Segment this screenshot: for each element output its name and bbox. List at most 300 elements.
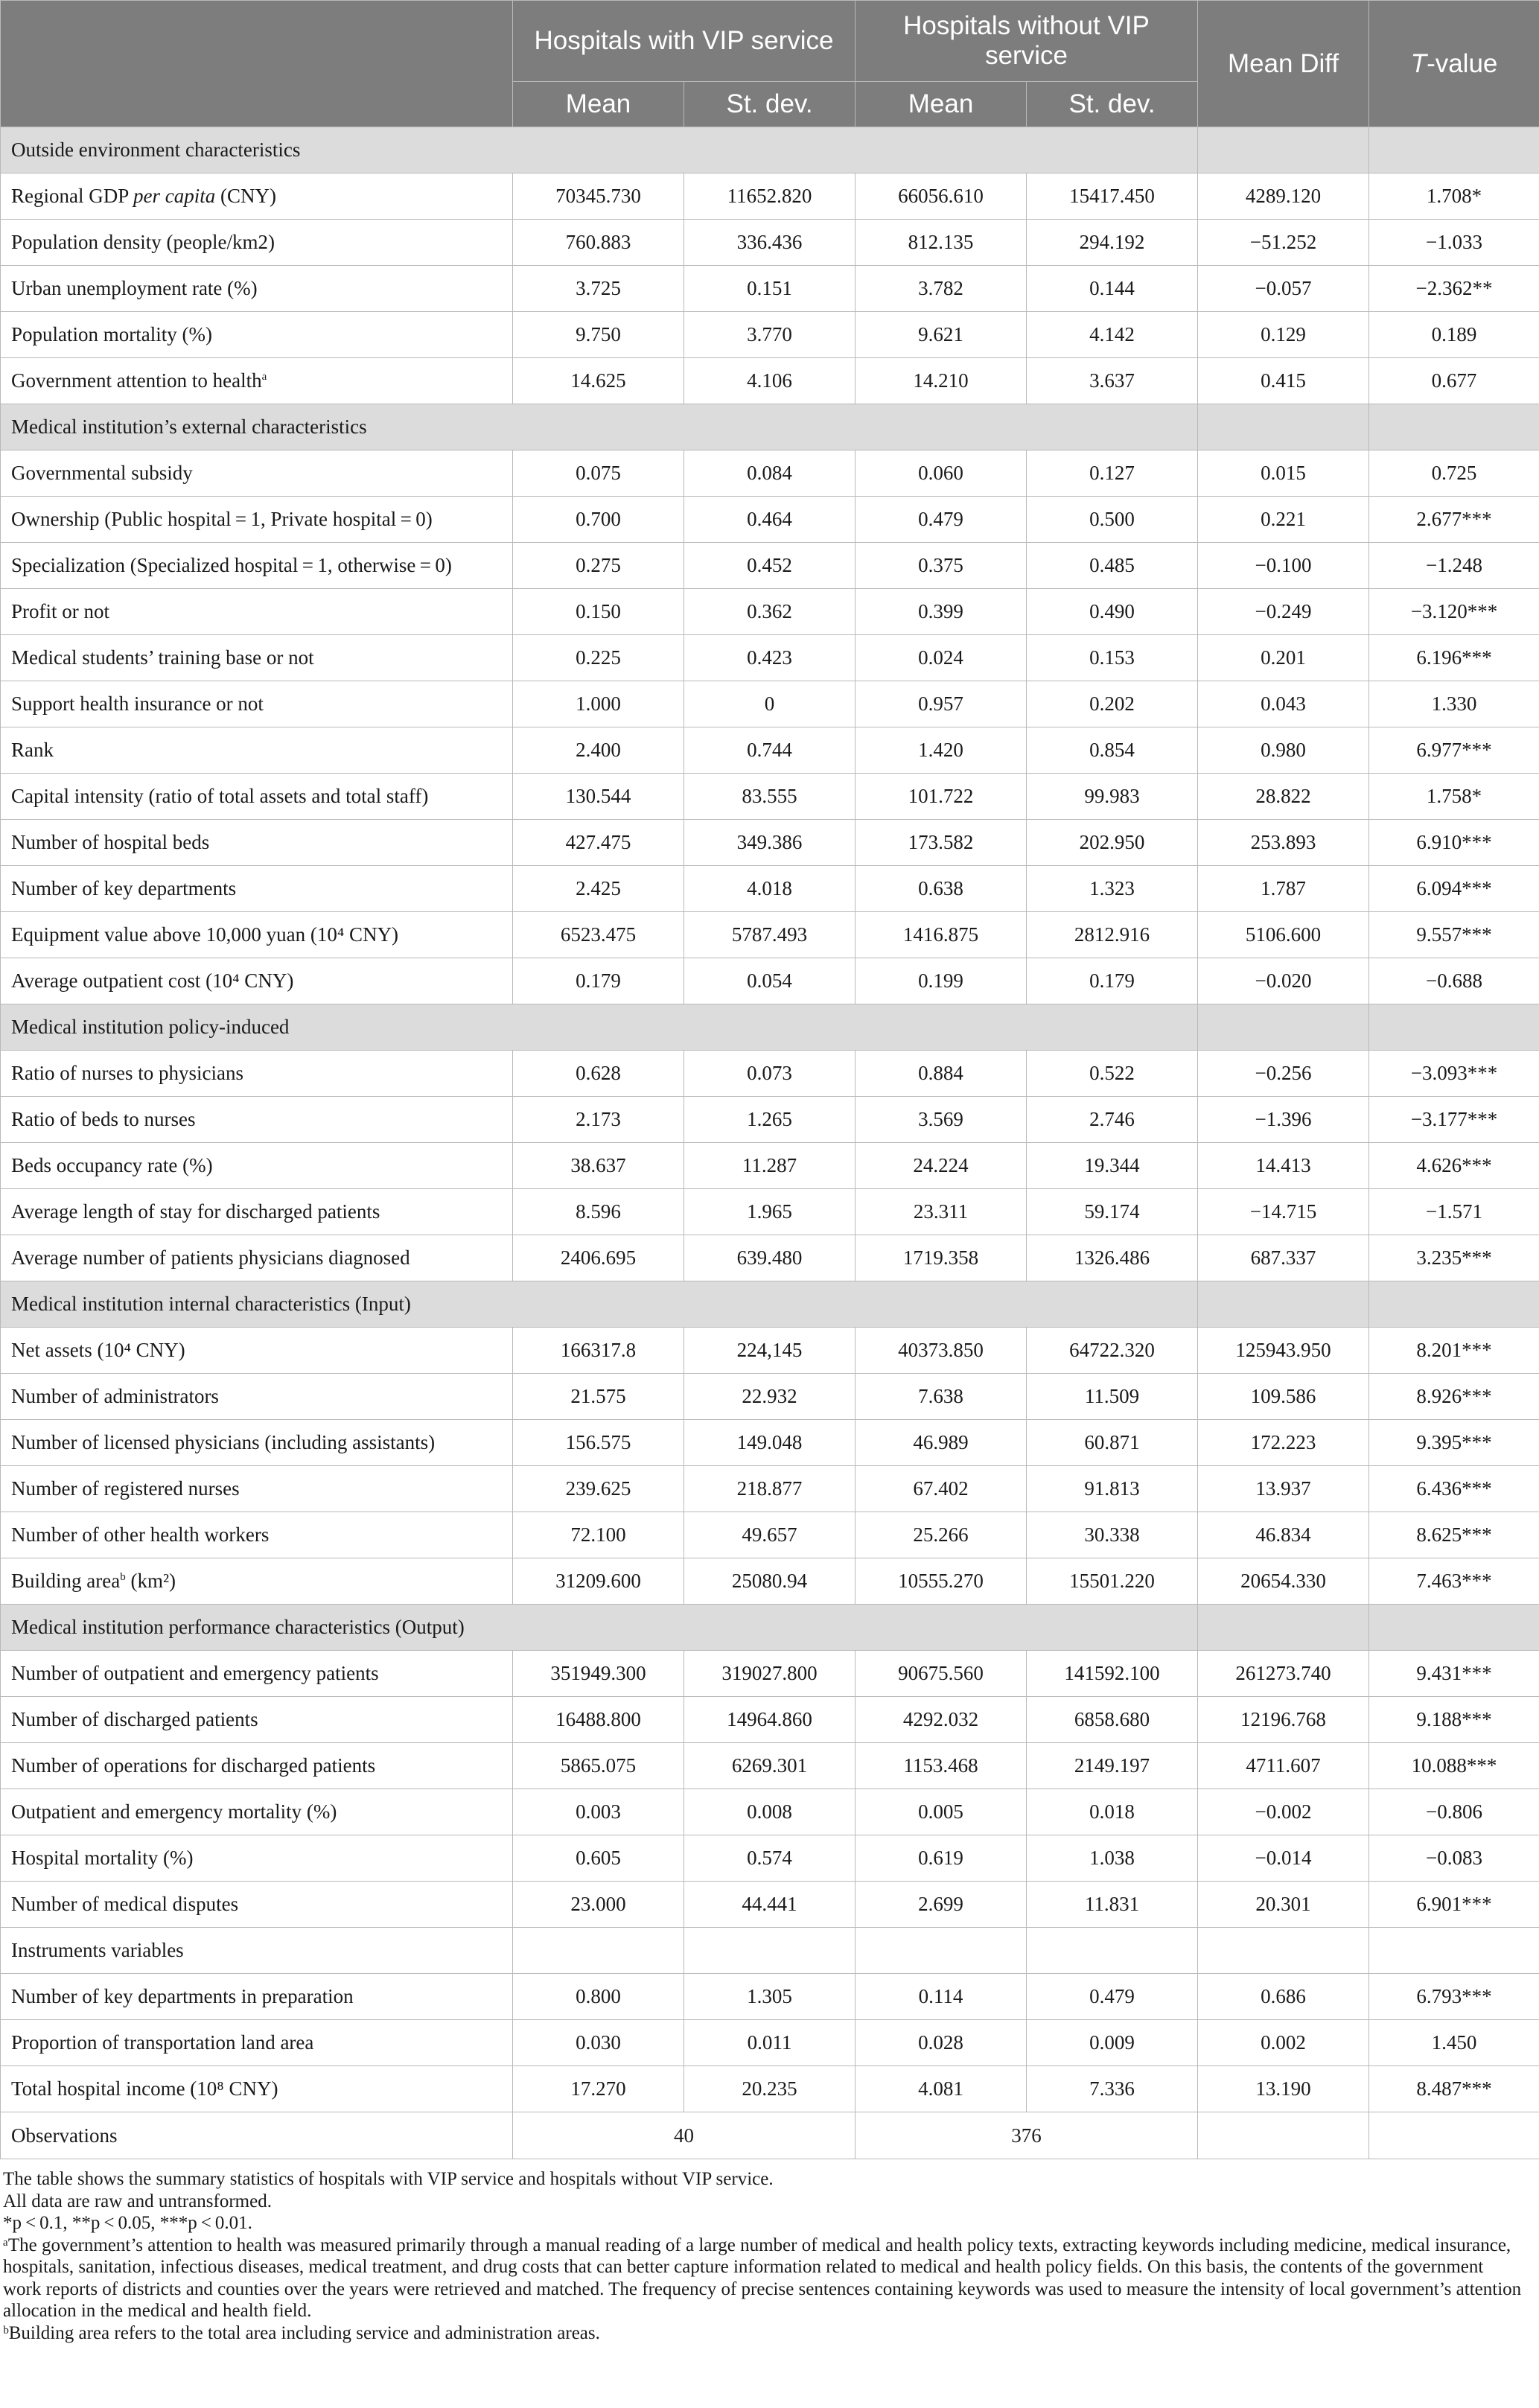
table-row	[1, 173, 1539, 220]
cell-mean-without: 9.621	[855, 312, 1027, 358]
section-cell-t-value	[1369, 1281, 1539, 1328]
header-t-value	[1369, 1, 1539, 127]
cell-stdev-with: 3.770	[684, 312, 855, 358]
cell-stdev-with: 0.362	[684, 589, 855, 635]
section-cell-t-value	[1369, 1004, 1539, 1051]
cell-stdev-without: 1.038	[1027, 1835, 1198, 1882]
cell-stdev-without: 2812.916	[1027, 912, 1198, 958]
cell-mean-diff: 0.221	[1198, 497, 1369, 543]
cell-mean-with: 166317.8	[513, 1328, 684, 1374]
table-row	[1, 312, 1539, 358]
table-row	[1, 2020, 1539, 2066]
cell-mean-without: 0.884	[855, 1051, 1027, 1097]
cell-mean-diff: 261273.740	[1198, 1651, 1369, 1697]
cell-t-value: 8.201***	[1369, 1328, 1539, 1374]
cell-t-value: 3.235***	[1369, 1235, 1539, 1281]
cell-stdev-without: 0.854	[1027, 727, 1198, 774]
cell-mean-without: 23.311	[855, 1189, 1027, 1235]
observations-with: 40	[513, 2112, 855, 2159]
cell-stdev-without: 0.127	[1027, 450, 1198, 497]
cell-stdev-without: 0.009	[1027, 2020, 1198, 2066]
cell-stdev-without: 0.144	[1027, 266, 1198, 312]
cell-mean-with: 0.075	[513, 450, 684, 497]
cell-t-value: −2.362**	[1369, 266, 1539, 312]
cell-stdev-with: 639.480	[684, 1235, 855, 1281]
cell-stdev-with: 0	[684, 681, 855, 727]
header-t-letter: T	[1410, 48, 1427, 78]
cell-mean-diff: −0.014	[1198, 1835, 1369, 1882]
cell-mean-without: 0.005	[855, 1789, 1027, 1835]
cell-mean-with: 21.575	[513, 1374, 684, 1420]
table-row	[1, 866, 1539, 912]
footnote-line-4: ᵃThe government’s attention to health was measured primarily through a manual reading of a large number of medical and health policy texts, extracting keywords including medicine, medical insurance, hospitals, sanitation, infectious diseases, medical treatment, and drug costs that can better capture information related to medical and health policy fields. On this basis, the contents of the government work reports of districts and counties over the years were retrieved and matched. The frequency of precise sentences containing keywords was used to measure the intensity of local government’s attention allocation in the medical and health field.	[3, 2235, 1522, 2321]
row-label: Ownership (Public hospital = 1, Private hospital = 0)	[1, 497, 513, 543]
cell-mean-with: 2.173	[513, 1097, 684, 1143]
cell-mean-with: 156.575	[513, 1420, 684, 1466]
table-row	[1, 1835, 1539, 1882]
row-label: Number of outpatient and emergency patients	[1, 1651, 513, 1697]
cell-mean-without: 2.699	[855, 1882, 1027, 1928]
cell-mean-with: 14.625	[513, 358, 684, 404]
row-label: Support health insurance or not	[1, 681, 513, 727]
table-row	[1, 543, 1539, 589]
cell-mean-with: 2406.695	[513, 1235, 684, 1281]
cell-t-value: 9.188***	[1369, 1697, 1539, 1743]
cell-mean-with: 31209.600	[513, 1558, 684, 1605]
cell-mean-diff: 13.190	[1198, 2066, 1369, 2112]
cell-stdev-with: 0.423	[684, 635, 855, 681]
section-cell-t-value	[1369, 1605, 1539, 1651]
table-row	[1, 1466, 1539, 1512]
cell-stdev-with: 6269.301	[684, 1743, 855, 1789]
row-label: Number of key departments	[1, 866, 513, 912]
table-header	[1, 1, 1539, 127]
cell-t-value: 6.977***	[1369, 727, 1539, 774]
cell-mean-diff: 46.834	[1198, 1512, 1369, 1558]
footnote-line-2: All data are raw and untransformed.	[3, 2191, 272, 2211]
row-label: Regional GDP per capita (CNY)	[1, 173, 513, 220]
cell-stdev-with: 25080.94	[684, 1558, 855, 1605]
section-label: Medical institution performance characteristics (Output)	[1, 1605, 1198, 1651]
footnote-marker: a	[261, 371, 267, 383]
cell-mean-without: 46.989	[855, 1420, 1027, 1466]
table-row	[1, 497, 1539, 543]
cell-stdev-with: 44.441	[684, 1882, 855, 1928]
footnote-line-5: ᵇBuilding area refers to the total area including service and administration areas.	[3, 2322, 600, 2343]
row-label: Rank	[1, 727, 513, 774]
cell-t-value: −1.571	[1369, 1189, 1539, 1235]
table-row	[1, 266, 1539, 312]
cell-t-value: −0.083	[1369, 1835, 1539, 1882]
cell-stdev-without: 0.202	[1027, 681, 1198, 727]
cell-stdev-without: 11.831	[1027, 1882, 1198, 1928]
row-label: Number of licensed physicians (including assistants)	[1, 1420, 513, 1466]
cell-mean-with: 3.725	[513, 266, 684, 312]
table-row	[1, 2066, 1539, 2112]
cell-mean-diff: −0.100	[1198, 543, 1369, 589]
cell-t-value: 0.725	[1369, 450, 1539, 497]
cell-stdev-with: 0.744	[684, 727, 855, 774]
cell-mean-with: 23.000	[513, 1882, 684, 1928]
cell-stdev-without: 60.871	[1027, 1420, 1198, 1466]
table-row	[1, 1420, 1539, 1466]
cell-t-value: 8.926***	[1369, 1374, 1539, 1420]
cell-mean-without: 4.081	[855, 2066, 1027, 2112]
cell-mean-without: 0.638	[855, 866, 1027, 912]
table-row	[1, 1697, 1539, 1743]
cell-mean-without: 0.375	[855, 543, 1027, 589]
cell-mean-with: 1.000	[513, 681, 684, 727]
row-label: Instruments variables	[1, 1928, 513, 1974]
cell-stdev-with	[684, 1928, 855, 1974]
cell-stdev-with: 0.452	[684, 543, 855, 589]
cell-stdev-without: 1.323	[1027, 866, 1198, 912]
cell-mean-without: 0.028	[855, 2020, 1027, 2066]
cell-mean-with: 0.628	[513, 1051, 684, 1097]
observations-row	[1, 2112, 1539, 2159]
table-row	[1, 1051, 1539, 1097]
cell-stdev-with: 1.305	[684, 1974, 855, 2020]
row-label: Governmental subsidy	[1, 450, 513, 497]
observations-empty	[1198, 2112, 1369, 2159]
row-label: Government attention to health$^a$	[1, 358, 513, 404]
cell-mean-with: 2.400	[513, 727, 684, 774]
cell-mean-without: 10555.270	[855, 1558, 1027, 1605]
cell-stdev-without: 1326.486	[1027, 1235, 1198, 1281]
cell-t-value: −3.177***	[1369, 1097, 1539, 1143]
cell-mean-diff: 20654.330	[1198, 1558, 1369, 1605]
section-cell-mean-diff	[1198, 1004, 1369, 1051]
cell-t-value: −0.806	[1369, 1789, 1539, 1835]
cell-t-value: 9.431***	[1369, 1651, 1539, 1697]
cell-t-value: 6.196***	[1369, 635, 1539, 681]
cell-mean-without: 0.619	[855, 1835, 1027, 1882]
cell-t-value: −1.033	[1369, 220, 1539, 266]
row-label: Ratio of nurses to physicians	[1, 1051, 513, 1097]
cell-mean-without: 24.224	[855, 1143, 1027, 1189]
section-label: Medical institution internal characteristics (Input)	[1, 1281, 1198, 1328]
cell-stdev-without: 0.522	[1027, 1051, 1198, 1097]
cell-stdev-without: 19.344	[1027, 1143, 1198, 1189]
cell-t-value: 1.708*	[1369, 173, 1539, 220]
cell-stdev-with: 0.574	[684, 1835, 855, 1882]
header-stdev-with: St. dev.	[684, 82, 855, 127]
header-t-suffix: -value	[1427, 48, 1498, 78]
cell-t-value: −1.248	[1369, 543, 1539, 589]
cell-stdev-without: 30.338	[1027, 1512, 1198, 1558]
section-label: Outside environment characteristics	[1, 127, 1198, 173]
table-row	[1, 1235, 1539, 1281]
cell-mean-with: 17.270	[513, 2066, 684, 2112]
cell-mean-diff: 4711.607	[1198, 1743, 1369, 1789]
observations-empty	[1369, 2112, 1539, 2159]
table-row	[1, 1928, 1539, 1974]
cell-stdev-without: 7.336	[1027, 2066, 1198, 2112]
cell-mean-without: 1153.468	[855, 1743, 1027, 1789]
cell-mean-with: 760.883	[513, 220, 684, 266]
section-cell-mean-diff	[1198, 127, 1369, 173]
table-row	[1, 1974, 1539, 2020]
cell-t-value: 9.395***	[1369, 1420, 1539, 1466]
cell-stdev-without: 0.179	[1027, 958, 1198, 1004]
cell-mean-diff: 5106.600	[1198, 912, 1369, 958]
row-label: Profit or not	[1, 589, 513, 635]
cell-t-value: 2.677***	[1369, 497, 1539, 543]
cell-mean-diff: −51.252	[1198, 220, 1369, 266]
cell-mean-without: 3.569	[855, 1097, 1027, 1143]
cell-stdev-with: 218.877	[684, 1466, 855, 1512]
cell-stdev-without: 11.509	[1027, 1374, 1198, 1420]
table-row	[1, 450, 1539, 497]
row-label: Building area$^b$ (km²)	[1, 1558, 513, 1605]
cell-t-value: 10.088***	[1369, 1743, 1539, 1789]
cell-mean-without: 25.266	[855, 1512, 1027, 1558]
cell-stdev-without: 202.950	[1027, 820, 1198, 866]
cell-stdev-with: 20.235	[684, 2066, 855, 2112]
cell-stdev-with: 11652.820	[684, 173, 855, 220]
table-body	[1, 127, 1539, 2159]
cell-stdev-without: 141592.100	[1027, 1651, 1198, 1697]
cell-stdev-without: 0.479	[1027, 1974, 1198, 2020]
table-row	[1, 358, 1539, 404]
header-group-without-vip: Hospitals without VIP service	[855, 1, 1198, 82]
cell-t-value: −3.120***	[1369, 589, 1539, 635]
cell-t-value: 6.793***	[1369, 1974, 1539, 2020]
row-label: Number of operations for discharged patients	[1, 1743, 513, 1789]
cell-mean-diff: 20.301	[1198, 1882, 1369, 1928]
cell-mean-diff: 0.415	[1198, 358, 1369, 404]
cell-stdev-without: 6858.680	[1027, 1697, 1198, 1743]
cell-t-value: 6.910***	[1369, 820, 1539, 866]
row-label: Number of other health workers	[1, 1512, 513, 1558]
cell-stdev-with: 4.018	[684, 866, 855, 912]
cell-mean-with	[513, 1928, 684, 1974]
header-mean-without: Mean	[855, 82, 1027, 127]
table-row	[1, 912, 1539, 958]
cell-mean-without: 0.399	[855, 589, 1027, 635]
observations-label: Observations	[1, 2112, 513, 2159]
cell-mean-without: 3.782	[855, 266, 1027, 312]
cell-mean-with: 427.475	[513, 820, 684, 866]
cell-t-value	[1369, 1928, 1539, 1974]
cell-stdev-with: 22.932	[684, 1374, 855, 1420]
cell-stdev-with: 11.287	[684, 1143, 855, 1189]
row-label-italic: per capita	[133, 185, 216, 207]
cell-stdev-without: 64722.320	[1027, 1328, 1198, 1374]
cell-stdev-with: 0.008	[684, 1789, 855, 1835]
section-row	[1, 1605, 1539, 1651]
table-row	[1, 1374, 1539, 1420]
cell-mean-with: 0.275	[513, 543, 684, 589]
row-label: Medical students’ training base or not	[1, 635, 513, 681]
cell-mean-diff: −0.256	[1198, 1051, 1369, 1097]
cell-t-value: 6.094***	[1369, 866, 1539, 912]
row-label: Number of hospital beds	[1, 820, 513, 866]
cell-mean-with: 16488.800	[513, 1697, 684, 1743]
cell-mean-with: 5865.075	[513, 1743, 684, 1789]
cell-mean-diff: 0.129	[1198, 312, 1369, 358]
cell-mean-diff: 125943.950	[1198, 1328, 1369, 1374]
cell-mean-diff: −1.396	[1198, 1097, 1369, 1143]
cell-t-value: 6.436***	[1369, 1466, 1539, 1512]
row-label: Beds occupancy rate (%)	[1, 1143, 513, 1189]
row-label: Outpatient and emergency mortality (%)	[1, 1789, 513, 1835]
row-label: Average length of stay for discharged patients	[1, 1189, 513, 1235]
section-cell-t-value	[1369, 404, 1539, 450]
cell-stdev-without: 294.192	[1027, 220, 1198, 266]
cell-stdev-with: 0.084	[684, 450, 855, 497]
cell-stdev-without: 0.490	[1027, 589, 1198, 635]
cell-mean-diff: −0.249	[1198, 589, 1369, 635]
cell-mean-with: 2.425	[513, 866, 684, 912]
cell-stdev-without	[1027, 1928, 1198, 1974]
table-row	[1, 1789, 1539, 1835]
cell-t-value: 8.625***	[1369, 1512, 1539, 1558]
table-row	[1, 1097, 1539, 1143]
cell-mean-with: 8.596	[513, 1189, 684, 1235]
cell-mean-diff: 172.223	[1198, 1420, 1369, 1466]
section-row	[1, 127, 1539, 173]
table-row	[1, 958, 1539, 1004]
cell-stdev-with: 149.048	[684, 1420, 855, 1466]
table-footnotes	[0, 2168, 1522, 2344]
cell-mean-without: 1.420	[855, 727, 1027, 774]
row-label: Average number of patients physicians diagnosed	[1, 1235, 513, 1281]
cell-stdev-with: 1.965	[684, 1189, 855, 1235]
cell-mean-diff: −0.002	[1198, 1789, 1369, 1835]
cell-stdev-without: 15417.450	[1027, 173, 1198, 220]
cell-mean-diff: 0.002	[1198, 2020, 1369, 2066]
cell-stdev-without: 3.637	[1027, 358, 1198, 404]
row-label: Number of registered nurses	[1, 1466, 513, 1512]
cell-stdev-with: 4.106	[684, 358, 855, 404]
cell-stdev-with: 0.054	[684, 958, 855, 1004]
cell-mean-without: 90675.560	[855, 1651, 1027, 1697]
cell-mean-diff: 13.937	[1198, 1466, 1369, 1512]
cell-mean-diff: 28.822	[1198, 774, 1369, 820]
cell-mean-without	[855, 1928, 1027, 1974]
cell-mean-with: 0.800	[513, 1974, 684, 2020]
row-label: Equipment value above 10,000 yuan (10⁴ CNY)	[1, 912, 513, 958]
table-row	[1, 727, 1539, 774]
cell-stdev-with: 319027.800	[684, 1651, 855, 1697]
cell-mean-with: 38.637	[513, 1143, 684, 1189]
cell-mean-with: 0.003	[513, 1789, 684, 1835]
row-label: Population density (people/km2)	[1, 220, 513, 266]
cell-stdev-with: 336.436	[684, 220, 855, 266]
row-label: Population mortality (%)	[1, 312, 513, 358]
cell-mean-without: 7.638	[855, 1374, 1027, 1420]
row-label: Number of administrators	[1, 1374, 513, 1420]
footnote-line-1: The table shows the summary statistics of hospitals with VIP service and hospitals without VIP service.	[3, 2169, 774, 2189]
table-row	[1, 1189, 1539, 1235]
cell-stdev-without: 2149.197	[1027, 1743, 1198, 1789]
cell-mean-without: 40373.850	[855, 1328, 1027, 1374]
row-label: Total hospital income (10⁸ CNY)	[1, 2066, 513, 2112]
cell-t-value: −0.688	[1369, 958, 1539, 1004]
cell-stdev-with: 0.151	[684, 266, 855, 312]
cell-stdev-without: 99.983	[1027, 774, 1198, 820]
cell-mean-with: 0.179	[513, 958, 684, 1004]
cell-mean-diff: 0.015	[1198, 450, 1369, 497]
cell-mean-diff: 0.686	[1198, 1974, 1369, 2020]
cell-mean-diff: 0.980	[1198, 727, 1369, 774]
cell-mean-with: 0.605	[513, 1835, 684, 1882]
cell-stdev-with: 49.657	[684, 1512, 855, 1558]
cell-stdev-with: 0.464	[684, 497, 855, 543]
cell-mean-without: 173.582	[855, 820, 1027, 866]
header-group-with-vip: Hospitals with VIP service	[513, 1, 855, 82]
cell-mean-without: 0.479	[855, 497, 1027, 543]
cell-mean-diff: 0.201	[1198, 635, 1369, 681]
table-row	[1, 589, 1539, 635]
row-label: Ratio of beds to nurses	[1, 1097, 513, 1143]
cell-mean-diff: −0.020	[1198, 958, 1369, 1004]
row-label: Number of discharged patients	[1, 1697, 513, 1743]
cell-mean-with: 239.625	[513, 1466, 684, 1512]
cell-mean-without: 101.722	[855, 774, 1027, 820]
cell-mean-without: 0.199	[855, 958, 1027, 1004]
cell-mean-without: 4292.032	[855, 1697, 1027, 1743]
cell-mean-with: 130.544	[513, 774, 684, 820]
section-row	[1, 1281, 1539, 1328]
cell-stdev-with: 83.555	[684, 774, 855, 820]
table-row	[1, 635, 1539, 681]
row-label: Capital intensity (ratio of total assets and total staff)	[1, 774, 513, 820]
row-label: Net assets (10⁴ CNY)	[1, 1328, 513, 1374]
cell-t-value: 0.189	[1369, 312, 1539, 358]
cell-mean-diff: 253.893	[1198, 820, 1369, 866]
cell-t-value: 1.450	[1369, 2020, 1539, 2066]
section-cell-mean-diff	[1198, 1605, 1369, 1651]
cell-mean-without: 0.957	[855, 681, 1027, 727]
cell-mean-without: 66056.610	[855, 173, 1027, 220]
cell-t-value: 6.901***	[1369, 1882, 1539, 1928]
cell-mean-with: 9.750	[513, 312, 684, 358]
section-cell-t-value	[1369, 127, 1539, 173]
cell-mean-diff: 687.337	[1198, 1235, 1369, 1281]
cell-mean-with: 70345.730	[513, 173, 684, 220]
cell-stdev-without: 0.500	[1027, 497, 1198, 543]
table-row	[1, 1882, 1539, 1928]
cell-mean-diff: 4289.120	[1198, 173, 1369, 220]
table-row	[1, 1143, 1539, 1189]
cell-mean-without: 0.024	[855, 635, 1027, 681]
header-mean-diff: Mean Diff	[1198, 1, 1369, 127]
cell-mean-without: 1719.358	[855, 1235, 1027, 1281]
row-label: Hospital mortality (%)	[1, 1835, 513, 1882]
table-row	[1, 1651, 1539, 1697]
cell-mean-diff: −0.057	[1198, 266, 1369, 312]
footnote-marker: b	[120, 1571, 126, 1583]
section-label: Medical institution policy-induced	[1, 1004, 1198, 1051]
row-label: Proportion of transportation land area	[1, 2020, 513, 2066]
cell-stdev-with: 224,145	[684, 1328, 855, 1374]
cell-stdev-without: 59.174	[1027, 1189, 1198, 1235]
table-row	[1, 1328, 1539, 1374]
cell-stdev-without: 0.018	[1027, 1789, 1198, 1835]
row-label: Number of medical disputes	[1, 1882, 513, 1928]
table-row	[1, 220, 1539, 266]
cell-mean-without: 1416.875	[855, 912, 1027, 958]
cell-t-value: 4.626***	[1369, 1143, 1539, 1189]
cell-mean-diff: 109.586	[1198, 1374, 1369, 1420]
cell-mean-without: 0.114	[855, 1974, 1027, 2020]
cell-stdev-with: 14964.860	[684, 1697, 855, 1743]
cell-stdev-without: 2.746	[1027, 1097, 1198, 1143]
table-row	[1, 1512, 1539, 1558]
cell-t-value: 1.758*	[1369, 774, 1539, 820]
